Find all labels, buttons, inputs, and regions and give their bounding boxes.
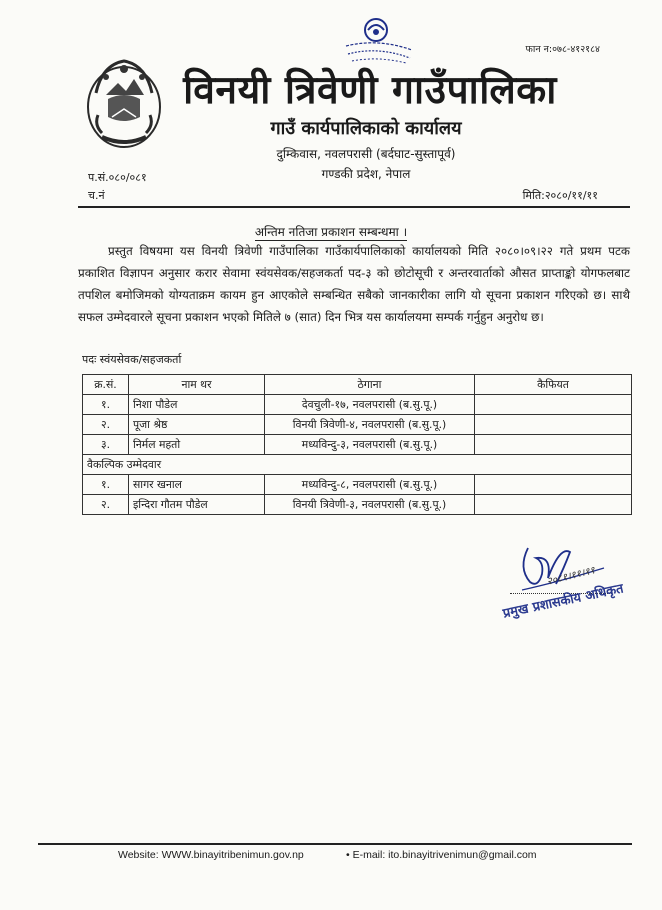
cell-remarks bbox=[475, 495, 632, 515]
letter-body: प्रस्तुत विषयमा यस विनयी त्रिवेणी गाउँपालिका गाउँकार्यपालिकाको कार्यालयको मिति २०८०।०९।२२ गते प्रथम पटक प्रकाशित विज्ञापन अनुसार करार सेवामा स्वंयसेवक/सहजकर्ता पद-३ को छोटोसूची र अन्तरवार्ताको औसत प्राप्ताङ्को योगफलबाट तपशिल बमोजिमको योग्यताक्रम कायम हुन आएकोले सम्बन्धित सबैको जानकारीका लागि यो सूचना प्रकाशन गरिएको छ। साथै सफल उम्मेदवारले सूचना प्रकाशन भएको मितिले ७ (सात) दिन भित्र यस कार्यालयमा सम्पर्क गर्नुहुन अनुरोध छ। bbox=[78, 244, 630, 324]
subject-text: अन्तिम नतिजा प्रकाशन सम्बन्धमा । bbox=[254, 225, 408, 239]
results-table bbox=[82, 374, 632, 515]
cell-serial: ३. bbox=[83, 435, 129, 455]
table-row bbox=[83, 435, 632, 455]
office-stamp-icon bbox=[342, 16, 416, 64]
cell-name: इन्दिरा गौतम पौडेल bbox=[129, 495, 265, 515]
office-name: गाउँ कार्यपालिकाको कार्यालय bbox=[270, 118, 462, 139]
footer-email[interactable]: • E-mail: ito.binayitrivenimun@gmail.com bbox=[346, 849, 537, 861]
dispatch-number: च.नं bbox=[88, 189, 105, 202]
reference-number: प.सं.०८०/०८१ bbox=[88, 171, 147, 184]
cell-remarks bbox=[475, 475, 632, 495]
signature-date: २०८१।११।११ bbox=[545, 565, 597, 588]
cell-remarks bbox=[475, 415, 632, 435]
cell-remarks bbox=[475, 435, 632, 455]
cell-name: पूजा श्रेष्ठ bbox=[129, 415, 265, 435]
organization-name: विनयी त्रिवेणी गाउँपालिका bbox=[183, 67, 557, 113]
cell-address: देवचुली-१७, नवलपरासी (ब.सु.पू.) bbox=[265, 395, 475, 415]
cell-name: सागर खनाल bbox=[129, 475, 265, 495]
cell-name: निर्मल महतो bbox=[129, 435, 265, 455]
table-header-row bbox=[83, 375, 632, 395]
table-row bbox=[83, 475, 632, 495]
alt-section-row bbox=[83, 455, 632, 475]
address-line-2: गण्डकी प्रदेश, नेपाल bbox=[321, 167, 411, 181]
cell-serial: २. bbox=[83, 415, 129, 435]
cell-remarks bbox=[475, 395, 632, 415]
cell-name: निशा पौडेल bbox=[129, 395, 265, 415]
alt-section-label: वैकल्पिक उम्मेदवार bbox=[83, 455, 632, 475]
header-remarks: कैफियत bbox=[475, 375, 632, 395]
table-row bbox=[83, 395, 632, 415]
header-divider bbox=[78, 206, 630, 208]
table-row bbox=[83, 415, 632, 435]
signatory-title: प्रमुख प्रशासकीय अधिकृत bbox=[501, 581, 625, 622]
phone-number: फान न:०७८-४१२१८४ bbox=[525, 44, 600, 55]
post-label: पदः स्वंयसेवक/सहजकर्ता bbox=[82, 353, 182, 366]
cell-address: विनयी त्रिवेणी-३, नवलपरासी (ब.सु.पू.) bbox=[265, 495, 475, 515]
cell-address: मध्यविन्दु-३, नवलपरासी (ब.सु.पू.) bbox=[265, 435, 475, 455]
header-name: नाम थर bbox=[129, 375, 265, 395]
table-row bbox=[83, 495, 632, 515]
cell-address: विनयी त्रिवेणी-४, नवलपरासी (ब.सु.पू.) bbox=[265, 415, 475, 435]
cell-serial: १. bbox=[83, 395, 129, 415]
cell-serial: १. bbox=[83, 475, 129, 495]
cell-serial: २. bbox=[83, 495, 129, 515]
letter-subject bbox=[0, 223, 662, 240]
header-serial: क्र.सं. bbox=[83, 375, 129, 395]
letter-date: मिति:२०८०/११/११ bbox=[522, 189, 598, 202]
header-address: ठेगाना bbox=[265, 375, 475, 395]
cell-address: मध्यविन्दु-८, नवलपरासी (ब.सु.पू.) bbox=[265, 475, 475, 495]
footer-website[interactable]: Website: WWW.binayitribenimun.gov.np bbox=[118, 849, 304, 861]
footer-divider bbox=[38, 843, 632, 845]
address-line-1: दुम्किवास, नवलपरासी (बर्दघाट-सुस्तापूर्व) bbox=[276, 147, 456, 161]
